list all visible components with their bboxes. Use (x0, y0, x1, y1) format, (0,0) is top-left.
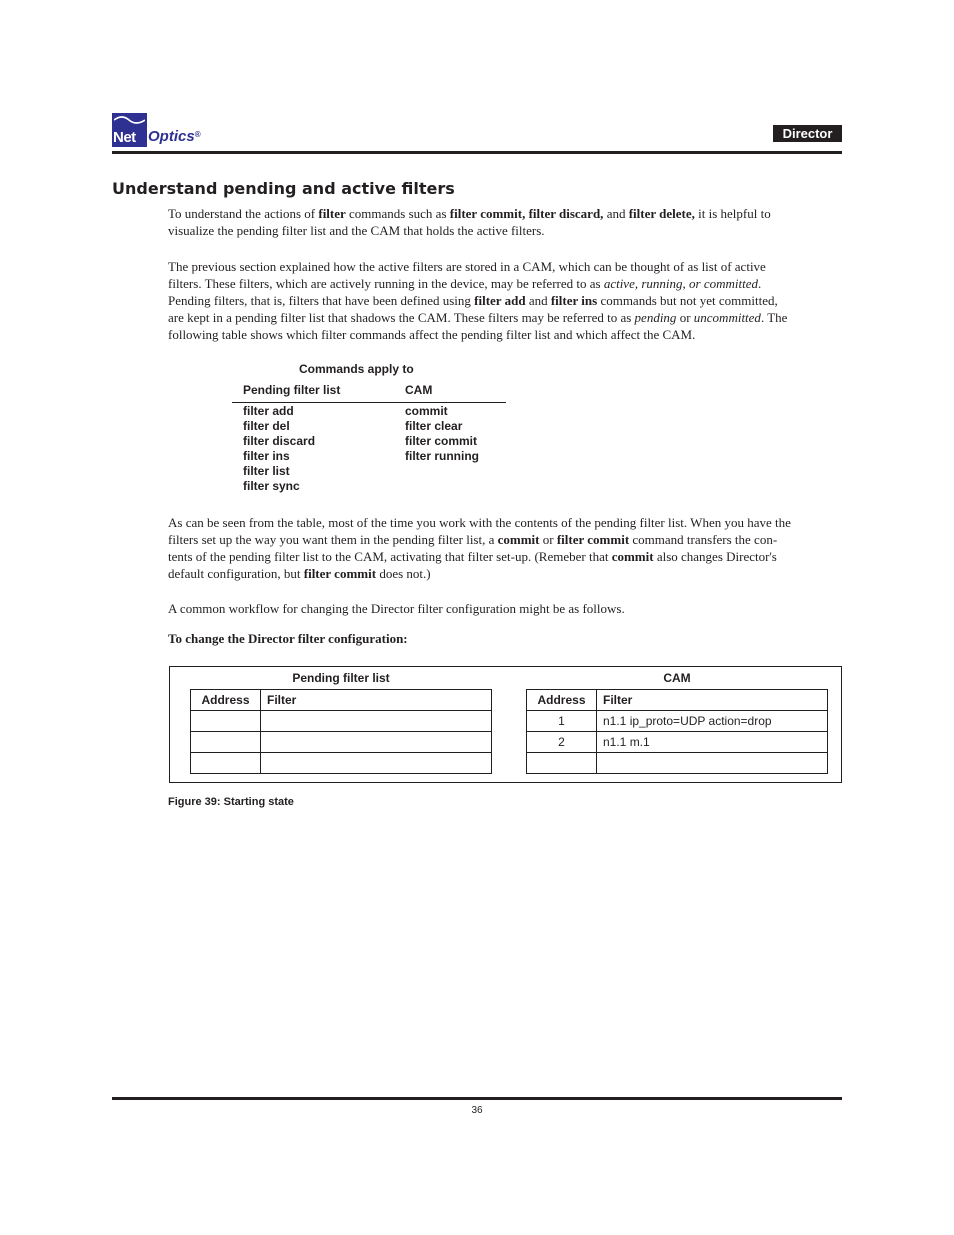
command-item: filter add (243, 404, 294, 418)
command-item: filter list (243, 464, 290, 478)
command-item: filter clear (405, 419, 463, 433)
text-run: are kept in a pending filter list that shadows the CAM. These filters may be referred to as (168, 310, 635, 325)
command-term: filter commit (556, 532, 630, 547)
text-line (168, 565, 843, 582)
table-row (191, 753, 492, 774)
text-run: commands but not yet committed, (597, 293, 778, 308)
table-row (527, 711, 828, 732)
text-run: . The (760, 310, 788, 325)
address-cell (527, 753, 597, 774)
text-line (168, 548, 843, 565)
text-line (168, 309, 843, 326)
text-run: filters. These filters, which are actively running in the device, may be referred to as (168, 276, 604, 291)
logo-optics-word: Optics (148, 128, 195, 145)
table-header-row (527, 690, 828, 711)
emphasis-term: pending (634, 310, 677, 325)
text-run: The previous section explained how the active filters are stored in a CAM, which can be thought of as list of active (168, 259, 766, 274)
table-row (527, 732, 828, 753)
command-item: filter ins (243, 449, 290, 463)
text-run: commands such as (345, 206, 450, 221)
text-run: or (539, 532, 557, 547)
paragraph-workflow-explanation (168, 514, 843, 582)
command-item: commit (405, 404, 448, 418)
text-line (168, 531, 843, 548)
address-cell (191, 753, 261, 774)
wave-icon (114, 115, 145, 129)
table-header-row (191, 690, 492, 711)
paragraph-cam-explanation (168, 258, 843, 343)
header-rule (112, 151, 842, 154)
text-line (168, 600, 843, 617)
text-line (168, 275, 843, 292)
figure-caption: Figure 39: Starting state (168, 796, 294, 808)
text-run: and (603, 206, 629, 221)
commands-table-rule (232, 402, 506, 403)
address-cell (191, 711, 261, 732)
command-term: commit (611, 549, 654, 564)
emphasis-term: uncommitted (693, 310, 761, 325)
filter-cell (597, 753, 828, 774)
filter-cell (261, 753, 492, 774)
command-term: commit (497, 532, 540, 547)
text-run: filters set up the way you want them in the pending filter list, a (168, 532, 498, 547)
command-item: filter del (243, 419, 290, 433)
cam-commands-list (405, 404, 479, 464)
command-item: filter discard (243, 434, 316, 448)
registered-mark: ® (194, 130, 201, 139)
text-run: To understand the actions of (168, 206, 319, 221)
address-cell (191, 732, 261, 753)
pending-commands-list (243, 404, 315, 494)
command-term: filter commit, filter discard, (449, 206, 604, 221)
text-run: and (525, 293, 551, 308)
command-term: filter (318, 206, 346, 221)
text-run: command transfers the con- (629, 532, 778, 547)
text-run: it is helpful to (694, 206, 771, 221)
text-line (168, 258, 843, 275)
commands-table-title: Commands apply to (299, 362, 414, 376)
text-line (168, 514, 843, 531)
command-term: filter add (474, 293, 526, 308)
command-item: filter commit (405, 434, 478, 448)
paragraph-intro (168, 205, 843, 239)
text-run: tents of the pending filter list to the CAM, activating that filter set-up. (Remeber that (168, 549, 612, 564)
command-term: filter delete, (628, 206, 695, 221)
section-badge: Director (773, 125, 842, 142)
commands-pending-header: Pending filter list (243, 383, 341, 397)
footer-rule (112, 1097, 842, 1100)
pending-list-label: Pending filter list (292, 671, 390, 685)
table-row (527, 753, 828, 774)
figure-starting-state (169, 666, 842, 783)
text-run: A common workflow for changing the Director filter configuration might be as follows. (168, 601, 625, 616)
address-cell: 1 (527, 711, 597, 732)
command-term: filter commit (303, 566, 377, 581)
filter-cell (261, 732, 492, 753)
text-run: following table shows which filter commands affect the pending filter list and which affect the CAM. (168, 327, 696, 342)
text-run: default configuration, but (168, 566, 304, 581)
section-heading: Understand pending and active filters (112, 179, 455, 198)
command-term: filter ins (550, 293, 598, 308)
filter-cell: n1.1 ip_proto=UDP action=drop (597, 711, 828, 732)
address-header: Address (191, 690, 261, 711)
paragraph-workflow-intro (168, 600, 843, 617)
text-line (168, 222, 843, 239)
text-run: visualize the pending filter list and the CAM that holds the active filters. (168, 223, 545, 238)
table-row (191, 711, 492, 732)
commands-cam-header: CAM (405, 383, 433, 397)
netoptics-logo (112, 113, 212, 147)
text-run: or (676, 310, 694, 325)
text-run: As can be seen from the table, most of the time you work with the contents of the pending filter list. When you have the (168, 515, 791, 530)
text-run: . (757, 276, 762, 291)
text-run: does not.) (376, 566, 431, 581)
page-number: 36 (471, 1105, 483, 1116)
command-item: filter sync (243, 479, 300, 493)
text-line (168, 292, 843, 309)
logo-mark (112, 113, 147, 147)
filter-header: Filter (597, 690, 828, 711)
logo-net-text: Net (113, 129, 136, 146)
command-item: filter running (405, 449, 479, 463)
procedure-heading: To change the Director filter configuration: (168, 631, 408, 646)
filter-cell: n1.1 m.1 (597, 732, 828, 753)
text-run: Pending filters, that is, filters that have been defined using (168, 293, 475, 308)
cam-label: CAM (663, 671, 691, 685)
address-header: Address (527, 690, 597, 711)
pending-filter-table (190, 689, 492, 774)
filter-cell (261, 711, 492, 732)
text-line (168, 326, 843, 343)
emphasis-term: active, running, or committed (603, 276, 758, 291)
logo-optics-text (148, 128, 201, 146)
text-line (168, 205, 843, 222)
address-cell: 2 (527, 732, 597, 753)
table-row (191, 732, 492, 753)
text-run: also changes Director's (653, 549, 777, 564)
filter-header: Filter (261, 690, 492, 711)
cam-filter-table (526, 689, 828, 774)
